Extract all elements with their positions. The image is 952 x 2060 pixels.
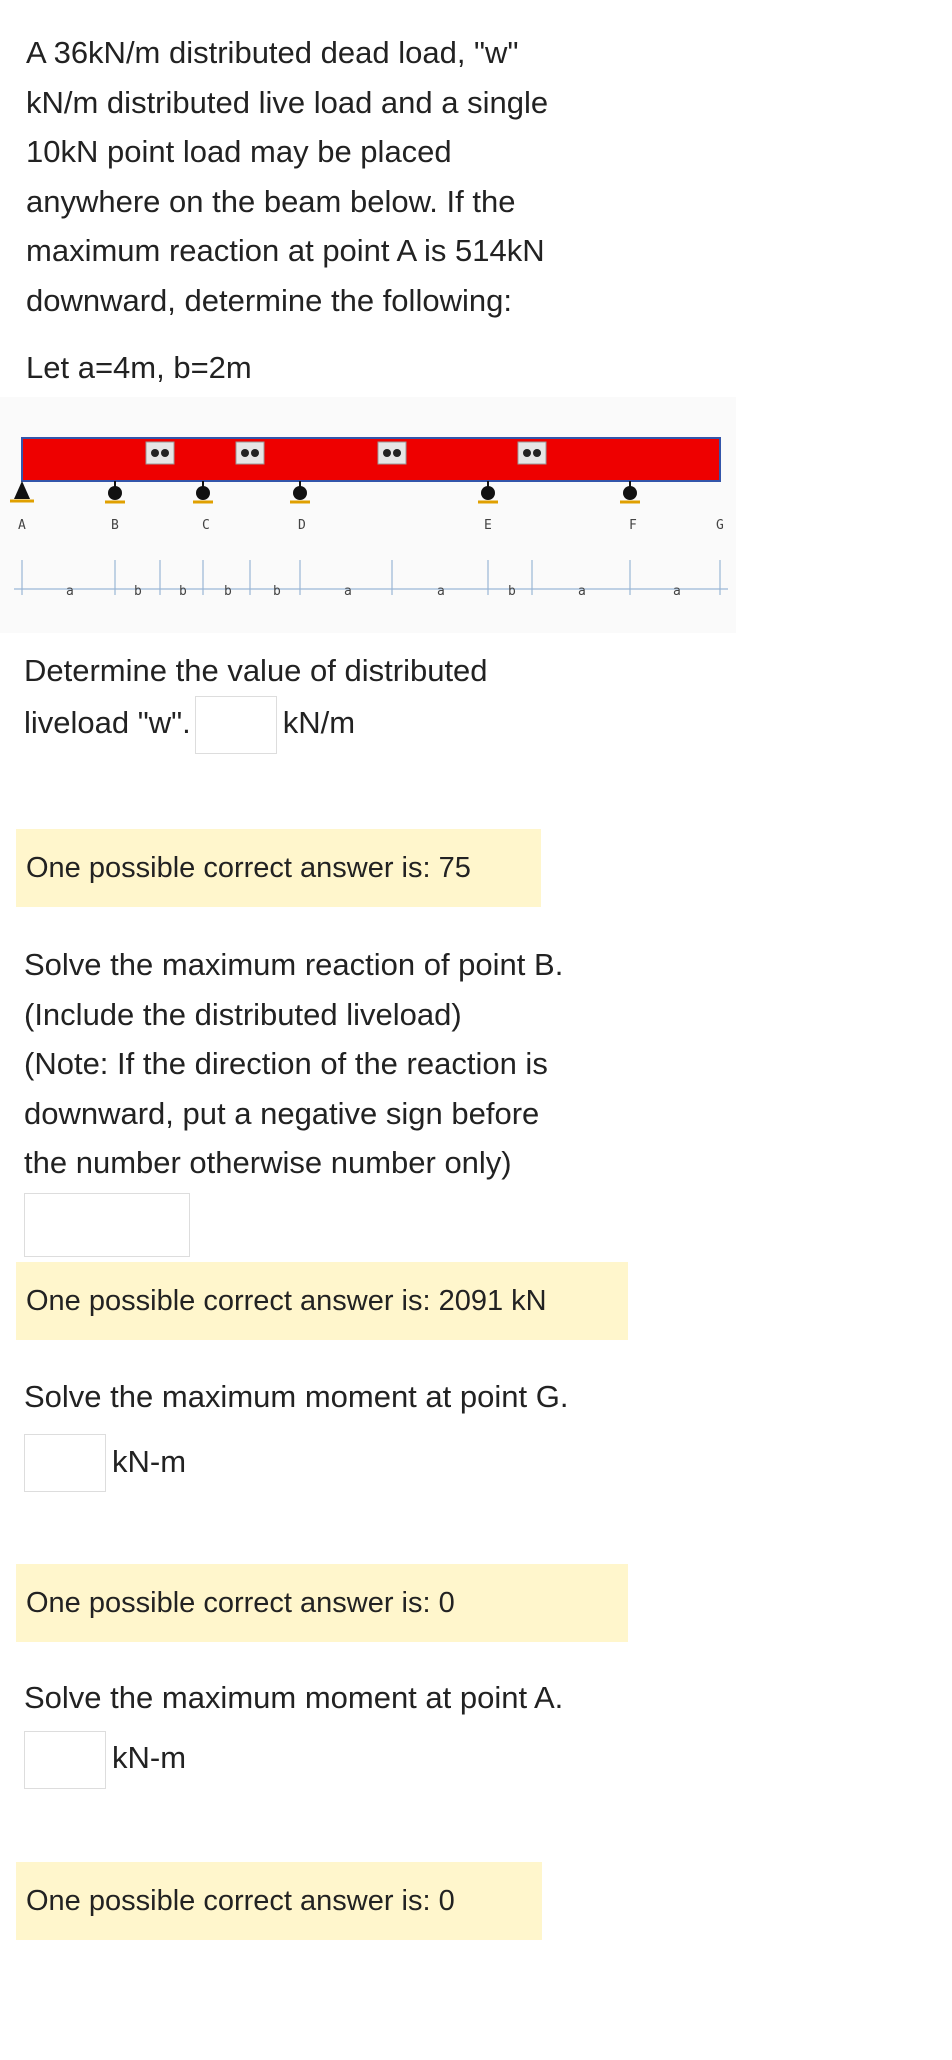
problem-line: 10kN point load may be placed: [26, 134, 452, 169]
span-label: a: [673, 584, 681, 599]
question-text: (Note: If the direction of the reaction is: [24, 1046, 548, 1081]
problem-line: kN/m distributed live load and a single: [26, 84, 549, 120]
diagram-background: [0, 397, 736, 633]
given-values: Let a=4m, b=2m: [26, 350, 252, 385]
point-label: D: [298, 518, 306, 533]
problem-line: anywhere on the beam below. If the: [26, 183, 516, 219]
span-label: a: [578, 584, 586, 599]
question-text: the number otherwise number only): [24, 1145, 512, 1180]
hinge: [378, 442, 406, 464]
correct-answer-feedback: One possible correct answer is: 0: [16, 1564, 628, 1642]
correct-answer-feedback: One possible correct answer is: 2091 kN: [16, 1262, 628, 1340]
hinge: [146, 442, 174, 464]
question-3: [24, 1372, 568, 1422]
hinge: [518, 442, 546, 464]
span-label: a: [66, 584, 74, 599]
question-text: (Include the distributed liveload): [24, 996, 462, 1032]
point-label: F: [629, 518, 637, 533]
question-text: Solve the maximum reaction of point B.: [24, 947, 564, 982]
problem-line: A 36kN/m distributed dead load, "w": [26, 35, 519, 70]
problem-line: maximum reaction at point A is 514kN: [26, 233, 545, 268]
span-label: a: [437, 584, 445, 599]
unit-label: kN-m: [112, 1444, 187, 1479]
beam: [22, 438, 720, 481]
beam-diagram: [0, 395, 736, 635]
moment-a-answer-input[interactable]: [24, 1731, 106, 1789]
question-text: downward, put a negative sign before: [24, 1095, 540, 1131]
moment-g-answer-input[interactable]: [24, 1434, 106, 1492]
correct-answer-feedback: One possible correct answer is: 75: [16, 829, 541, 907]
question-text: [24, 696, 924, 754]
point-label: E: [484, 518, 492, 533]
unit-label: kN/m: [282, 704, 356, 740]
span-label: a: [344, 584, 352, 599]
question-2: [24, 940, 924, 1188]
question-1: [24, 646, 924, 754]
hinge: [236, 442, 264, 464]
question-4: [24, 1673, 563, 1723]
point-label: G: [716, 518, 724, 533]
question-text: Solve the maximum moment at point A.: [24, 1680, 564, 1715]
point-label: A: [18, 518, 26, 533]
beam-diagram-svg: [0, 395, 736, 635]
problem-line: downward, determine the following:: [26, 282, 512, 318]
span-label: b: [224, 584, 232, 599]
point-label: B: [111, 518, 119, 533]
reaction-b-answer-input[interactable]: [24, 1193, 190, 1257]
span-label: b: [508, 584, 516, 599]
unit-label: kN-m: [112, 1740, 187, 1775]
span-label: b: [134, 584, 142, 599]
span-label: b: [273, 584, 281, 599]
problem-statement: [26, 28, 926, 325]
point-label: C: [202, 518, 210, 533]
liveload-answer-input[interactable]: [195, 696, 277, 754]
correct-answer-feedback: One possible correct answer is: 0: [16, 1862, 542, 1940]
question-text: Determine the value of distributed: [24, 653, 488, 688]
span-label: b: [179, 584, 187, 599]
question-text-inline: liveload "w".: [24, 704, 191, 740]
question-text: Solve the maximum moment at point G.: [24, 1379, 569, 1414]
